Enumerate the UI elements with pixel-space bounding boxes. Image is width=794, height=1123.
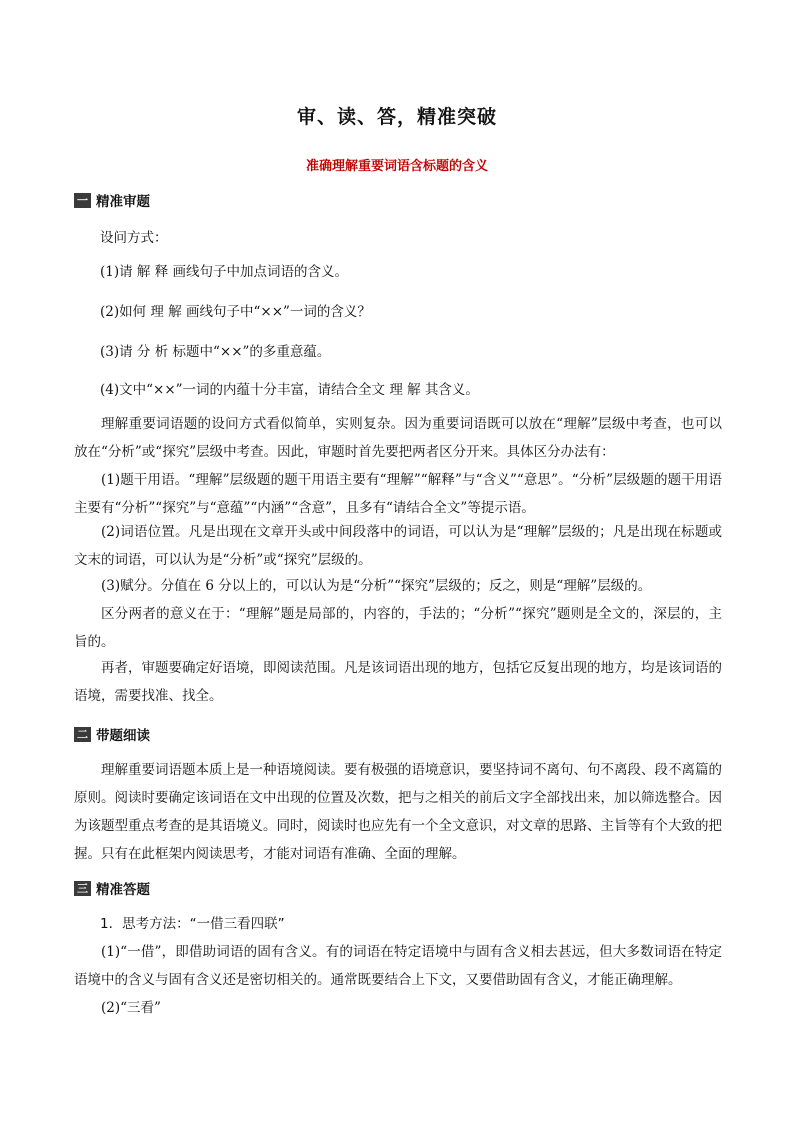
question-intro: 设问方式： <box>100 230 168 246</box>
section-heading-label: 带题细读 <box>96 728 150 744</box>
section-number-badge: 三 <box>74 881 91 896</box>
body-paragraph: 再者，审题要确定好语境，即阅读范围。凡是该词语出现的地方，包括它反复出现的地方，均是该词语的语境，需要找准、找全。 <box>74 660 722 704</box>
question-form-3: (3)请 分 析 标题中“××”的多重意蕴。 <box>100 344 331 360</box>
body-paragraph: 理解重要词语题本质上是一种语境阅读。要有极强的语境意识，要坚持词不离句、句不离段、段不离篇的原则。阅读时要确定该词语在文中出现的位置及次数，把与之相关的前后文字全部找出来，加以筛选整合。因为该题型重点考查的是其语境义。同时，阅读时也应先有一个全文意识，对文章的思路、主旨等有个大致的把握。只有在此框架内阅读思考，才能对词语有准确、全面的理解。 <box>74 762 722 862</box>
body-paragraph: (3)赋分。分值在 6 分以上的，可以认为是“分析”“探究”层级的；反之，则是“理解”层级的。 <box>101 578 652 594</box>
page-subtitle: 准确理解重要词语含标题的含义 <box>305 159 488 174</box>
question-form-1: (1)请 解 释 画线句子中加点词语的含义。 <box>100 264 348 280</box>
body-paragraph: (1)“一借”，即借助词语的固有含义。有的词语在特定语境中与固有含义相去甚远，但大多数词语在特定语境中的含义与固有含义还是密切相关的。通常既要结合上下文，又要借助固有含义，才能正确理解。 <box>74 944 722 988</box>
method-heading: 1．思考方法：“一借三看四联” <box>100 916 285 932</box>
body-paragraph: (2)“三看” <box>101 1000 161 1016</box>
question-form-2: (2)如何 理 解 画线句子中“××”一词的含义？ <box>100 304 371 320</box>
page-title: 审、读、答，精准突破 <box>296 106 497 128</box>
body-paragraph: (1)题干用语。“理解”层级题的题干用语主要有“理解”“解释”与“含义”“意思”。“分析”层级题的题干用语主要有“分析”“探究”与“意蕴”“内涵”“含意”，且多有“请结合全文”等提示语。 <box>74 472 722 516</box>
question-form-4: (4)文中“××”一词的内蕴十分丰富，请结合全文 理 解 其含义。 <box>100 382 479 398</box>
section-number-badge: 一 <box>74 193 91 208</box>
body-paragraph: 理解重要词语题的设问方式看似简单，实则复杂。因为重要词语既可以放在“理解”层级中考查，也可以放在“分析”或“探究”层级中考查。因此，审题时首先要把两者区分开来。具体区分办法有： <box>74 416 722 460</box>
body-paragraph: 区分两者的意义在于：“理解”题是局部的，内容的，手法的；“分析”“探究”题则是全文的，深层的，主旨的。 <box>74 606 722 650</box>
section-number-badge: 二 <box>74 727 91 742</box>
section-heading-1 <box>74 191 150 209</box>
section-heading-label: 精准答题 <box>96 882 150 898</box>
body-paragraph: (2)词语位置。凡是出现在文章开头或中间段落中的词语，可以认为是“理解”层级的；凡是出现在标题或文末的词语，可以认为是“分析”或“探究”层级的。 <box>74 524 722 568</box>
section-heading-2 <box>74 725 150 743</box>
section-heading-label: 精准审题 <box>96 194 150 210</box>
section-heading-3 <box>74 879 150 897</box>
